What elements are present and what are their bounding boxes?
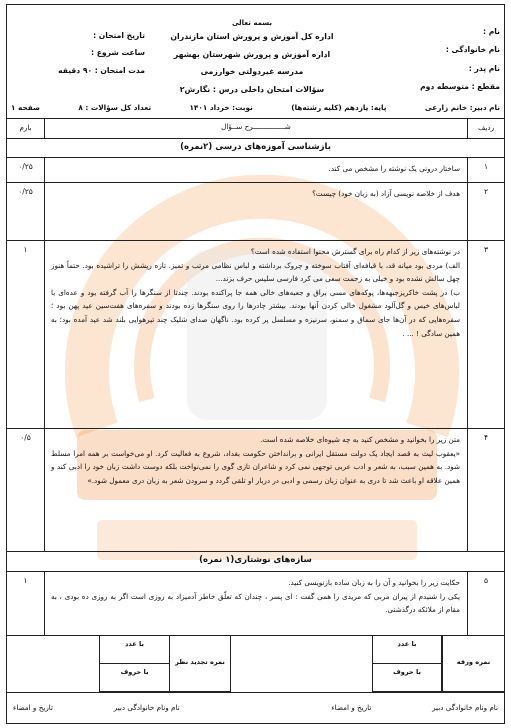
question-number: ۳ <box>483 245 489 254</box>
question-text: حکایت زیر را بخوانید و آن را به زبان ساده بازنویسی کنید. <box>288 578 460 587</box>
org-line-province: اداره کل آموزش و پرورش استان مازندران <box>170 32 334 42</box>
question-body <box>51 433 460 487</box>
teacher-name: نام دبیر: خانم زارعی <box>424 103 500 112</box>
question-score: ۰/۲۵ <box>18 162 33 171</box>
grade-letters-cell[interactable] <box>372 664 442 692</box>
review-number-cell[interactable] <box>99 636 169 664</box>
school-name: مدرسه غیردولتی خوارزمی <box>200 67 304 77</box>
score-column-header: بارم <box>19 123 32 132</box>
exam-page <box>6 4 505 724</box>
right-signature[interactable]: تاریخ و امضاء <box>331 703 372 713</box>
with-letters-label: با حروف <box>393 668 421 676</box>
question-number: ۴ <box>483 433 489 442</box>
page-number: صفحه ۱ <box>11 103 41 112</box>
left-teacher-name[interactable]: نام ونام خانوادگی دبیر <box>113 703 180 713</box>
question-text: در نوشته‌های زیر از کدام راه برای گسترش محتوا استفاده شده است؟ <box>250 247 460 256</box>
org-line-city: اداره آموزش و پرورش شهرستان بهشهر <box>173 49 331 59</box>
question-row-2 <box>7 183 504 241</box>
column-divider <box>44 572 45 636</box>
organization-block <box>137 19 367 103</box>
question-row-5 <box>7 572 504 636</box>
review-letters-cell[interactable] <box>99 664 169 692</box>
left-signature[interactable]: تاریخ و امضاء <box>13 703 53 713</box>
grade-label-box <box>442 636 504 692</box>
father-name-field[interactable]: نام پدر : <box>468 63 500 73</box>
grade-info: پایه: یازدهم (کلیه رشته‌ها) <box>291 103 387 112</box>
column-divider <box>467 158 468 552</box>
student-name-field[interactable]: نام : <box>483 27 500 36</box>
question-text: متن زیر را بخوانید و مشخص کنید به چه شیوه‌ای خلاصه شده است. <box>260 435 460 444</box>
grade-label: نمره ورقه <box>456 658 491 666</box>
question-part-a: الف) مردی بود میانه قد، با قیافه‌ای آفتاب سوخته و چروک برداشته و لباس نظامی مرتب و تمیز. تازه ریشش را تراشیده بود. حتماً هنوز چهل سالش نشده بود و خیلی به زحمت سعی می کرد فارسی سلیس حرف بزند... <box>51 260 460 284</box>
question-body <box>51 576 460 617</box>
total-questions: تعداد کل سؤالات : ۸ <box>78 103 152 112</box>
question-score: ۰/۲۵ <box>18 187 33 196</box>
student-family-field[interactable]: نام خانوادگی : <box>445 45 500 55</box>
info-row-bottom <box>11 103 500 113</box>
quoted-passage: «یعقوب لیث به قصد ایجاد یک دولت مستقل ایرانی و برانداختن حکومت بغداد، شروع به فعالیت کرد. او می‌خواست بر همه امرا مسلط شود. به همین سبب، به شعر و ادب عربی توجهی نمی کرد و شاعران تازی گوی را نمی‌نواخت بلکه دوست داشت زبان خود را ادبی کند و همین علاقه او باعث شد تا دری به عنوان زبان رسمی و ادبی در دربار او تلقی گردد و سرودن شعر به زبان دری معمول شود.» <box>51 448 460 485</box>
section-heading-1: بازشناسی آموزه‌های درسی (۲نمره) <box>7 139 504 158</box>
exam-duration: مدت امتحان : ۹۰ دقیقه <box>58 65 145 75</box>
exam-title: سؤالات امتحان داخلی درس : نگارش۲ <box>179 84 325 94</box>
question-text: هدف از خلاصه نویسی آزاد (به زبان خود) چیست؟ <box>312 189 460 198</box>
column-divider <box>44 158 45 552</box>
row-column-header: ردیف <box>477 123 495 132</box>
question-number: ۱ <box>483 162 489 171</box>
review-label: نمره تجدید نظر <box>175 658 225 666</box>
grade-level-label: مقطع : متوسطه دوم <box>420 81 500 91</box>
right-teacher-name[interactable]: نام ونام خانوادگی دبیر <box>432 703 498 713</box>
question-row-1 <box>7 158 504 183</box>
with-number-label: با عدد <box>397 640 417 648</box>
table-header <box>7 119 504 139</box>
question-score: ۰/۵ <box>20 433 31 442</box>
start-time-field[interactable]: ساعت شروع : <box>91 48 145 58</box>
question-body <box>51 245 460 340</box>
exam-date-field[interactable]: تاریخ امتحان : <box>93 31 145 40</box>
question-number: ۲ <box>483 187 489 196</box>
question-column-header: شـــــــــــــــرح ســؤال <box>221 122 291 131</box>
anecdote-text: یکی را شنیدم از پیران مربی که مریدی را همی گفت : ای پسر ، چندان که تعلّق خاطر آدمیزاد به روزی است اگر به روزی ده بودی ، به مقام از ملائکه درگذشتی. <box>51 591 460 615</box>
grade-number-cell[interactable] <box>372 636 442 664</box>
question-part-b: ب) در پشت خاکریزجبهه‌ها، پوکه‌های مسی براق و جعبه‌های خالی همه جا پراکنده بودند. چندتا از سنگرها را آب گرفته بود و عده‌ای با لباس‌های خیس و گل‌آلود مشغول خالی کردن آنها بودند. بیشتر چادرها را روی سنگرها زده بودند و سفره‌های هفت‌سین عید پهن بود ؛ سفره‌هایی که در آن‌ها جای سماق و سمنو، سرنیزه و مسلسل پر کرده بود. ناگهان صدای شلیک چند تیرهوایی بلند شد عید آمده بود؛ به همین سادگی ! ... . <box>51 287 460 338</box>
exam-header <box>7 5 504 119</box>
section-heading-2: سازه‌های نوشتاری(۱ نمره) <box>7 552 504 572</box>
question-text: ساختار درونی یک نوشته را مشخص می کند. <box>328 164 460 173</box>
signature-row <box>7 692 504 723</box>
question-row-3 <box>7 241 504 429</box>
student-fields <box>370 27 500 100</box>
basmala: بسمه تعالی <box>231 19 273 27</box>
question-row-4 <box>7 429 504 552</box>
session-info: نوبت: خرداد ۱۴۰۱ <box>189 103 253 112</box>
question-score: ۱ <box>23 245 28 254</box>
exam-time-fields <box>35 31 145 83</box>
grading-footer <box>7 636 504 723</box>
with-number-label: با عدد <box>125 640 144 648</box>
with-letters-label: با حروف <box>120 668 149 676</box>
question-number: ۵ <box>483 576 489 585</box>
column-divider <box>467 572 468 636</box>
review-label-box <box>169 636 231 692</box>
question-score: ۱ <box>23 576 28 585</box>
